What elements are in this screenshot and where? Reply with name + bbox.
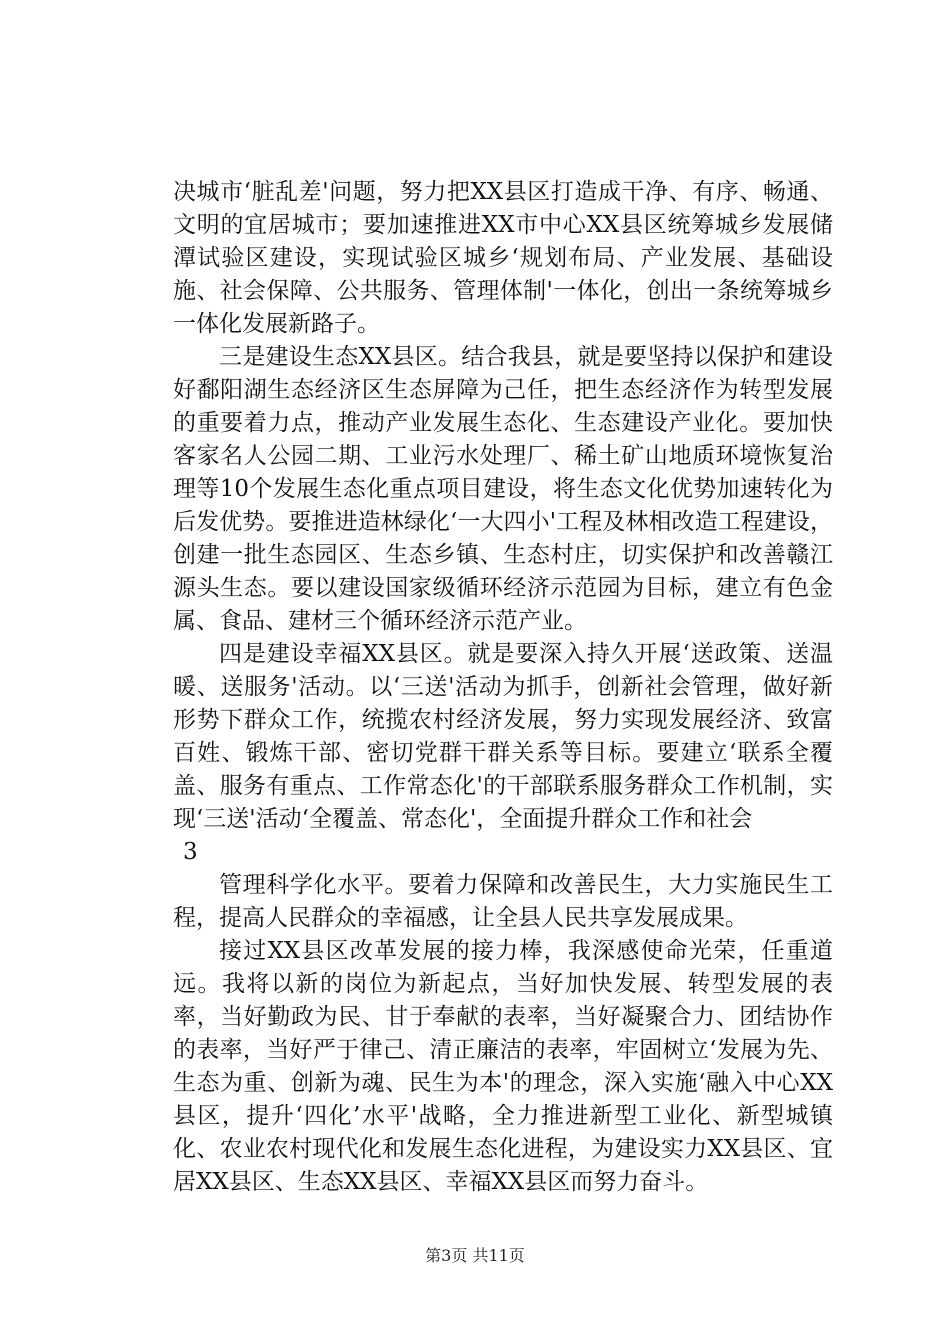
body-text [173,176,833,1199]
paragraph-happiness: 四是建设幸福XX县区。就是要深入持久开展‘送政策、送温暖、送服务'活动。以‘三送'活动为抓手，创新社会管理，做好新形势下群众工作，统揽农村经济发展，努力实现发展经济、致富百姓、锻炼干部、密切党群干群关系等目标。要建立‘联系全覆盖、服务有重点、工作常态化'的干部联系服务群众工作机制，实现‘三送'活动‘全覆盖、常态化'，全面提升群众工作和社会 [173,641,833,832]
paragraph-continuation: 决城市‘脏乱差'问题，努力把XX县区打造成干净、有序、畅通、文明的宜居城市；要加速推进XX市中心XX县区统筹城乡发展储潭试验区建设，实现试验区城乡‘规划布局、产业发展、基础设施、社会保障、公共服务、管理体制'一体化，创出一条统筹城乡一体化发展新路子。 [173,179,833,337]
paragraph-ecology: 三是建设生态XX县区。结合我县，就是要坚持以保护和建设好鄱阳湖生态经济区生态屏障为己任，把生态经济作为转型发展的重要着力点，推动产业发展生态化、生态建设产业化。要加快客家名人公园二期、工业污水处理厂、稀土矿山地质环境恢复治理等10个发展生态化重点项目建设，将生态文化优势加速转化为后发优势。要推进造林绿化‘一大四小'工程及林相改造工程建设，创建一批生态园区、生态乡镇、生态村庄，切实保护和改善赣江源头生态。要以建设国家级循环经济示范园为目标，建立有色金属、食品、建材三个循环经济示范产业。 [173,344,833,634]
paragraph-closing: 接过XX县区改革发展的接力棒，我深感使命光荣，任重道远。我将以新的岗位为新起点，当好加快发展、转型发展的表率，当好勤政为民、甘于奉献的表率，当好凝聚合力、团结协作的表率，当好严于律己、清正廉洁的表率，牢固树立‘发展为先、生态为重、创新为魂、民生为本'的理念，深入实施‘融入中心XX县区，提升‘四化’水平'战略，全力推进新型工业化、新型城镇化、农业农村现代化和发展生态化进程，为建设实力XX县区、宜居XX县区、生态XX县区、幸福XX县区而努力奋斗。 [173,938,833,1195]
inline-page-number: 3 [183,839,198,865]
paragraph-management: 管理科学化水平。要着力保障和改善民生，大力实施民生工程，提高人民群众的幸福感，让全县人民共享发展成果。 [173,872,833,931]
page-footer: 第3页 共11页 [425,1246,525,1265]
